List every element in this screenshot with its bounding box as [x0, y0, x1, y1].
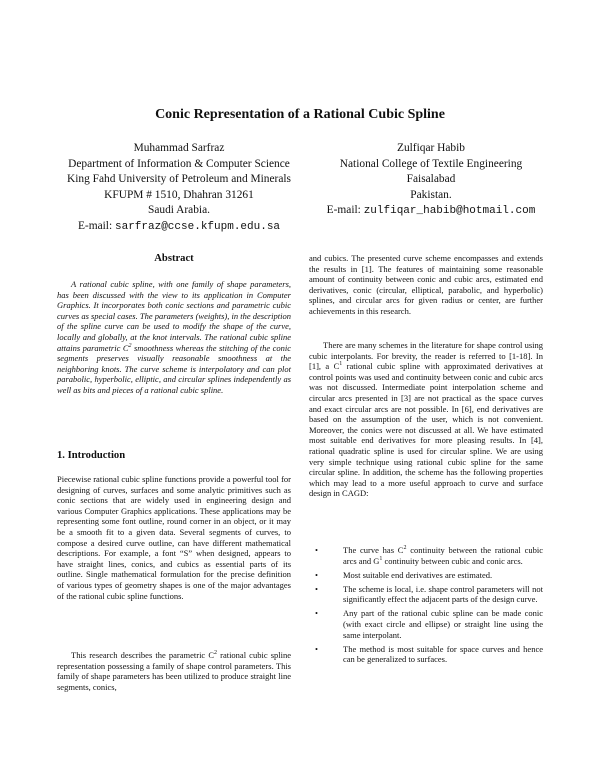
author-1-email-line [48, 219, 310, 236]
intro-paragraph-2 [57, 650, 291, 692]
intro-paragraph-1: Piecewise rational cubic spline functions provide a powerful tool for designing of curves, surfaces and some analytic primitives such as conic sections that are widely used in engineering design and various Computer Graphics applications. These applications may be representing some font outline, round corner in an object, or it may be a smooth fit to a given data. Several segments of curves, to compose a desired curve outline, can have different mathematical descriptions. For example, a font “S” when designed, appears to have straight lines, conics, and cubics as essential parts of its outline. Single mathematical formulation for the precise definition of various types of geometry shapes is one of the major advantages of the rational cubic spline functions. [57, 474, 291, 601]
right-paragraph-1: and cubics. The presented curve scheme encompasses and extends the results in [1]. The features of maintaining some reasonable amount of continuity between conic and cubic arcs, estimated end derivatives, conic (circular, elliptical, parabolic, and hyperbolic) splines, and circular arcs for given radius or center, are further achievements in this research. [309, 253, 543, 316]
author-2-affiliation-1: National College of Textile Engineering [339, 157, 523, 170]
list-item [309, 608, 543, 640]
list-item-text: The method is most suitable for space curves and hence can be generalized to surfaces. [343, 643, 543, 665]
property-list [309, 545, 543, 668]
list-item [309, 570, 543, 581]
author-2 [300, 141, 562, 220]
list-item-text: continuity between cubic and conic arcs. [382, 555, 523, 566]
paper-title: Conic Representation of a Rational Cubic Spline [155, 107, 445, 122]
abstract-sup: 2 [128, 342, 132, 349]
intro-p2-b: rational cubic spline representation possessing a family of shape control parameters. This family of shape parameters has been utilized to produce straight line segments, conics, [57, 650, 291, 692]
list-item [309, 545, 543, 566]
bullet-icon: • [315, 608, 318, 619]
abstract-text [57, 279, 291, 396]
right-p2-b: rational cubic spline with approximated derivatives at control points was used and continuity between conic and cubic arcs was not discussed. Intermediate point interpolation scheme and circular arcs presented in [3] are not practical as the space curves and exact circular arcs are not possible. In [6], end derivatives are based on the assumption of the user, which is not convenient. Moreover, the conics were not discussed at all. We have estimated most suitable end derivatives for more pleasing results. In [4], rational quadratic spline is used for circular spline. We are using very simple technique using rational cubic spline for the same circular spline. In addition, the scheme has the following properties which may lead to a more useful approach to curve and surface design in CAGD: [309, 361, 543, 499]
author-2-name: Zulfiqar Habib [396, 142, 465, 154]
author-1-email[interactable]: sarfraz@ccse.kfupm.edu.sa [115, 220, 281, 233]
author-2-affiliation-2: Faisalabad [406, 173, 456, 185]
author-2-email[interactable]: zulfiqar_habib@hotmail.com [363, 205, 536, 217]
list-item-text: continuity between the rational cubic arcs and G [343, 545, 543, 566]
intro-p2-a: This research describes the parametric C [71, 650, 214, 660]
author-2-email-line [300, 203, 562, 220]
author-1-affiliation-1: Department of Information & Computer Science [68, 157, 290, 170]
bullet-icon: • [315, 569, 318, 580]
list-item-text: The scheme is local, i.e. shape control parameters will not significantly effect the adjacent parts of the design curve. [343, 583, 543, 605]
author-1 [48, 141, 310, 235]
email-label: E-mail: [77, 219, 113, 232]
right-paragraph-2 [309, 340, 543, 499]
right-p2-sup: 1 [339, 361, 343, 368]
list-item [309, 584, 543, 605]
author-1-affiliation-3: KFUPM # 1510, Dhahran 31261 [104, 188, 254, 201]
abstract-text-a: A rational cubic spline, with one family of shape parameters, has been discussed with the view to its application in Computer Graphics. It incorporates both conic sections and parametric cubic curves as special cases. The parameters (weights), in the description of the spline curve can be used to modify the shape of the curve, locally and globally, at the knot intervals. The rational cubic spline attains parametric C [57, 279, 291, 353]
list-item-text: Any part of the rational cubic spline can be made conic (with exact circle and ellipse) or straight line using the same interpolant. [343, 608, 543, 640]
email-label: E-mail: [326, 204, 361, 216]
bullet-icon: • [315, 583, 318, 594]
right-p2-a: There are many schemes in the literature for shape control using cubic interpolants. For brevity, the reader is referred to [1-18]. In [1], a C [309, 340, 543, 372]
abstract-text-b: smoothness whereas the stitching of the conic segments preserves visually reasonable smoothness at the neighboring knots. The curve scheme is interpolatory and can plot parabolic, hyperbolic, elliptic, and circular splines independently as well as bits and pieces of a rational cubic spline. [57, 342, 291, 395]
bullet-icon: • [315, 545, 318, 555]
author-1-name: Muhammad Sarfraz [133, 142, 225, 154]
list-item-text: Most suitable end derivatives are estimated. [343, 569, 493, 580]
author-2-affiliation-3: Pakistan. [410, 188, 452, 201]
list-item-sup: 1 [379, 555, 383, 562]
bullet-icon: • [315, 643, 318, 654]
list-item-sup: 2 [403, 545, 407, 552]
introduction-heading: 1. Introduction [57, 450, 126, 461]
abstract-heading: Abstract [154, 253, 194, 264]
list-item [309, 644, 543, 665]
list-item-text: The curve has C [343, 545, 404, 555]
intro-p2-sup: 2 [214, 650, 217, 657]
author-1-affiliation-4: Saudi Arabia. [147, 204, 210, 216]
author-1-affiliation-2: King Fahd University of Petroleum and Minerals [67, 173, 291, 185]
